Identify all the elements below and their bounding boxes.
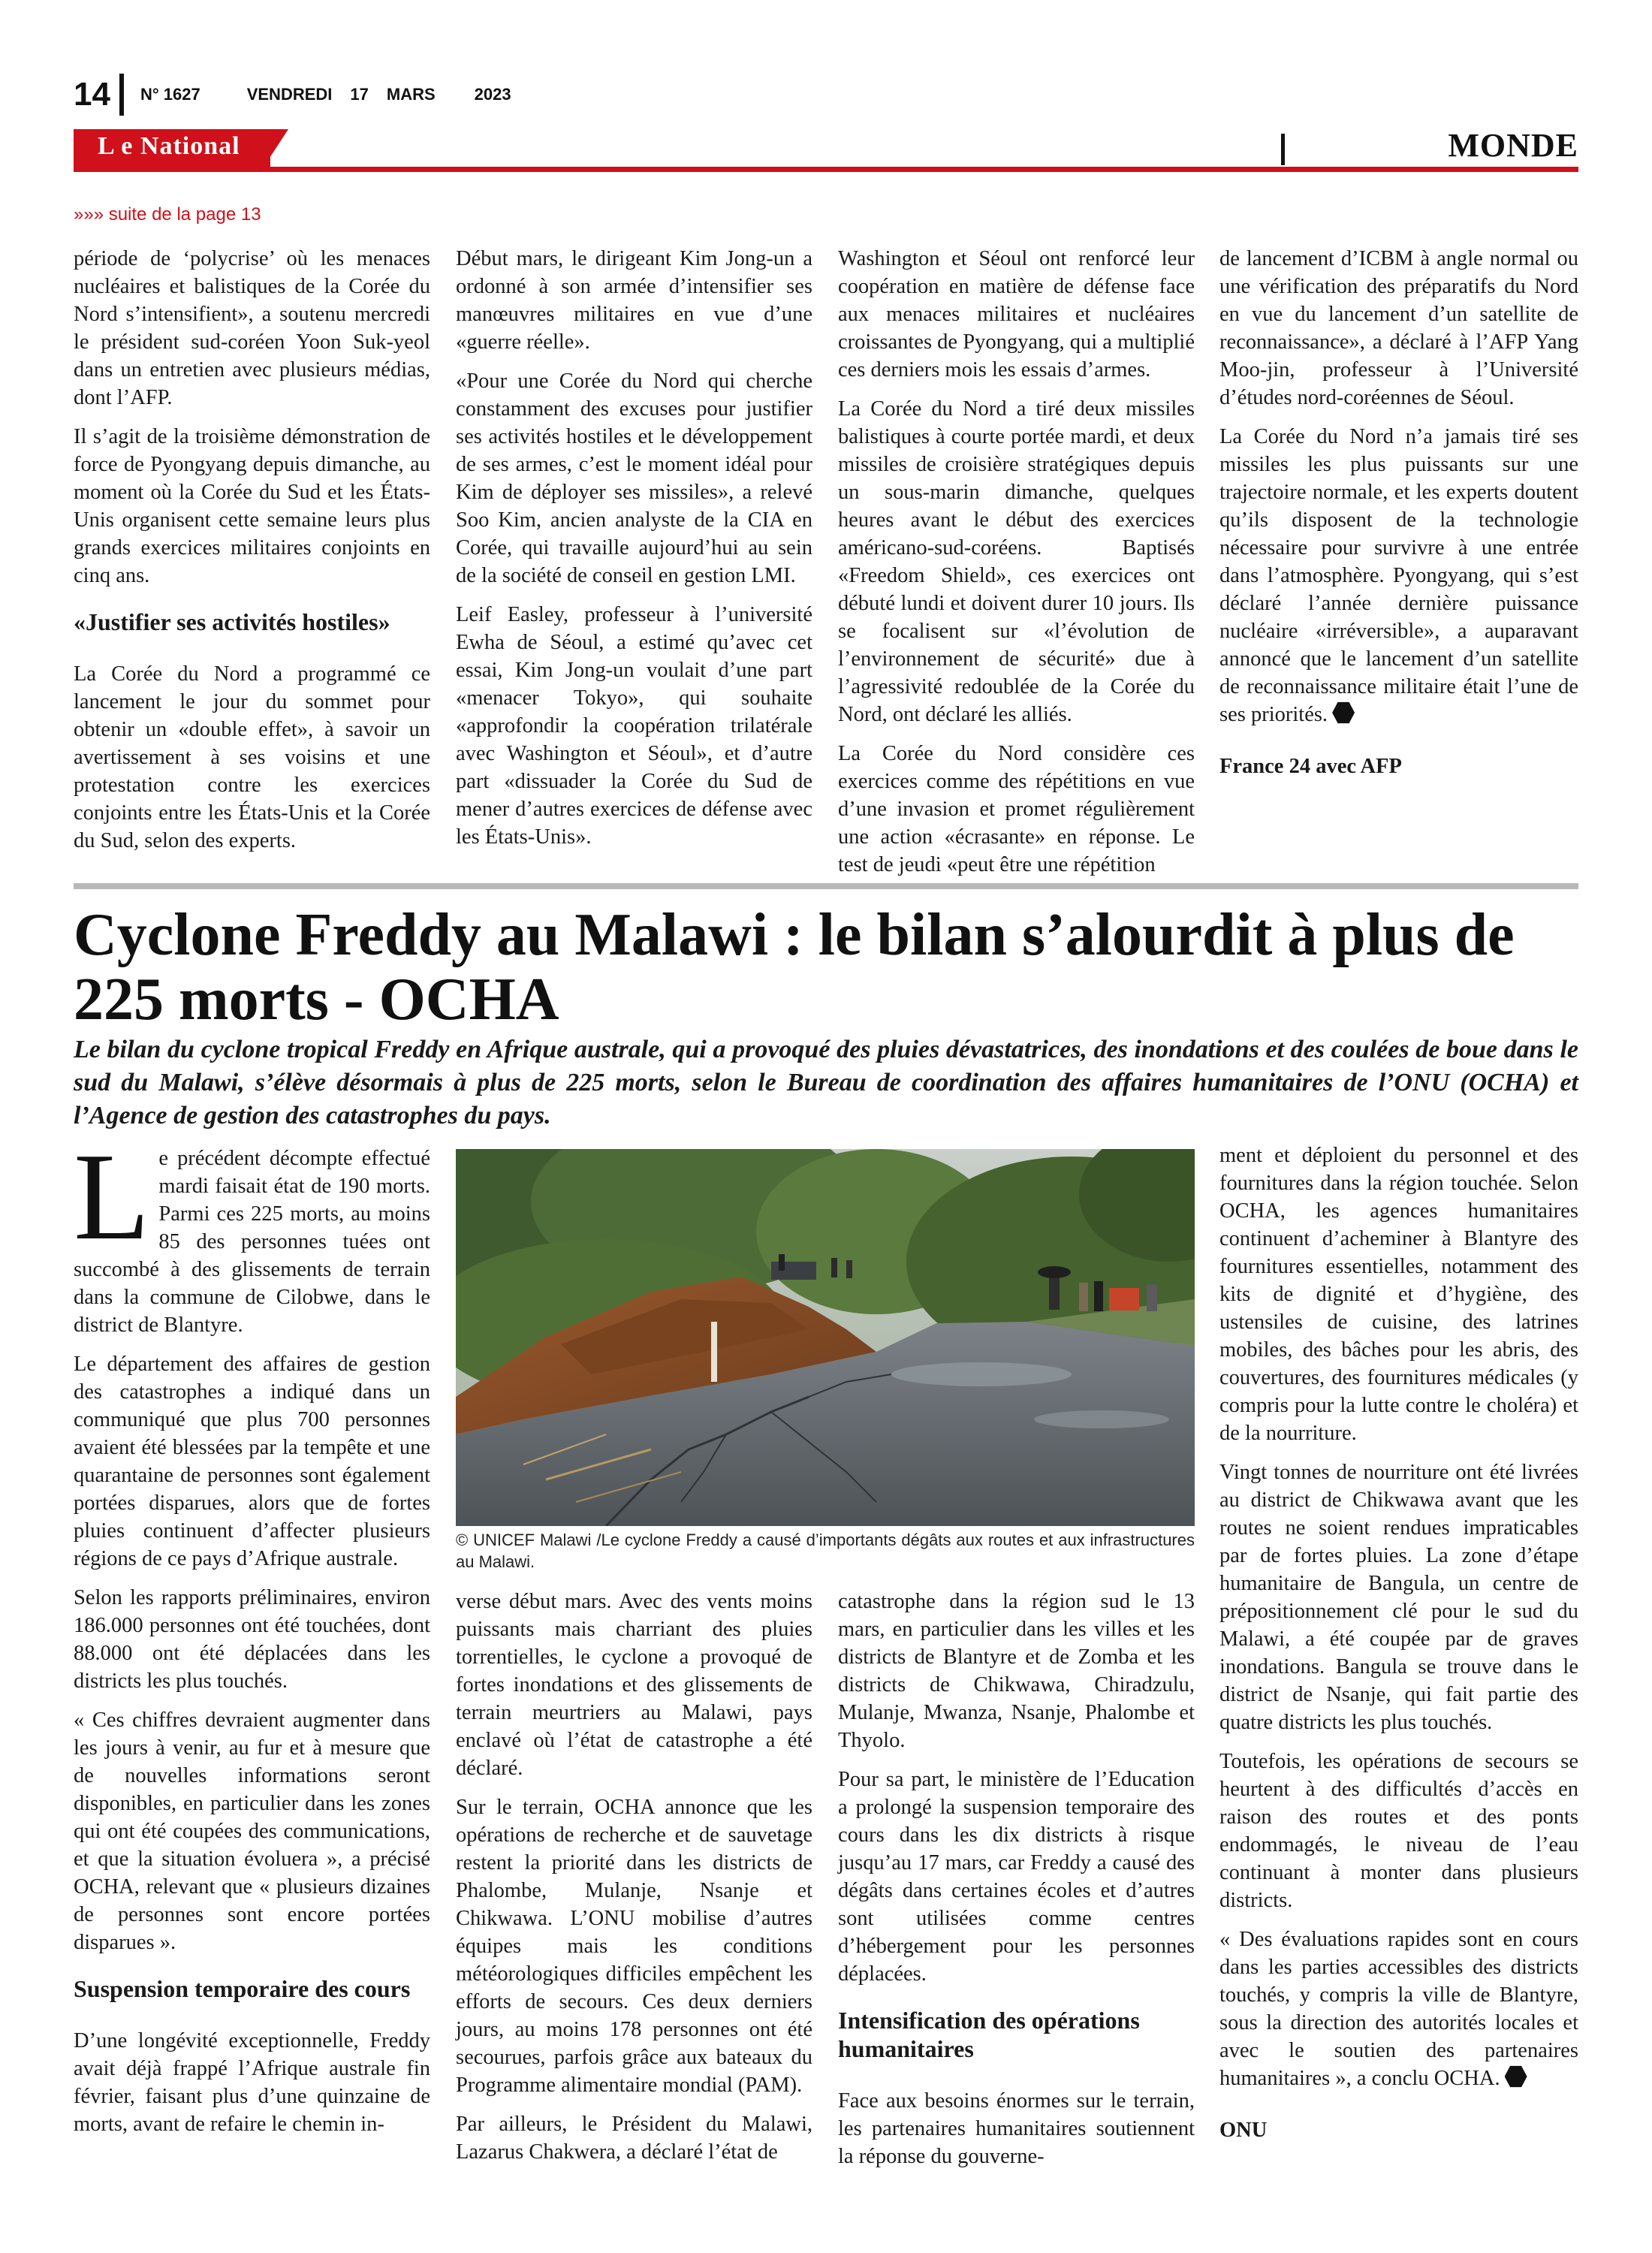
article2-column-4 <box>1219 1142 1578 2155</box>
continued-from-note: »»» suite de la page 13 <box>74 204 261 225</box>
subheading: «Justifier ses activités hostiles» <box>74 608 390 635</box>
paragraph-text: de lancement d’ICBM à angle normal ou une vérification des préparatifs du Nord en vue du lancement d’un satellite de reconnaissance», a déclaré à l’AFP Yang Moo-jin, professeur à l’Université d’études nord-coréennes de Séoul. <box>1219 247 1578 409</box>
paragraph: Pour sa part, le ministère de l’Education a prolongé la suspension temporaire des cours dans les dix districts à risque jusqu’au 17 mars, car Freddy a causé des dégâts dans certaines écoles et d’autres sont utilisées comme centres d’hébergement pour les personnes déplacées. <box>838 1768 1195 1986</box>
section-divider <box>1281 134 1285 165</box>
paragraph: «Pour une Corée du Nord qui cherche constamment des excuses pour justifier ses activités hostiles et le développement de ses armes, c’est le moment idéal pour Kim de déployer ses missiles», a relevé Soo Kim, ancien analyste de la CIA en Corée, qui travaille aujourd’hui au sein de la société de conseil en gestion LMI. <box>456 369 812 587</box>
header-divider <box>119 74 124 116</box>
subheading: Intensification des opérations humanitaires <box>838 2007 1140 2062</box>
paragraph: Le département des affaires de gestion des catastrophes a indiqué dans un communiqué que plus 700 personnes avaient été blessées par la tempête et une quarantaine de personnes sont également portées disparues, alors que de fortes pluies continuent d’affecter plusieurs régions de ce pays d’Afrique australe. <box>74 1353 430 1570</box>
issue-year: 2023 <box>474 85 511 104</box>
end-of-article-icon <box>1505 2065 1527 2088</box>
issue-month: MARS <box>386 85 436 104</box>
paragraph <box>1219 245 1578 412</box>
paragraph: D’une longévité exceptionnelle, Freddy avait déjà frappé l’Afrique australe fin février, faisant plus d’une quinzaine de morts, avant de refaire le chemin in- <box>74 2029 430 2136</box>
article2-column-2 <box>456 1588 812 2177</box>
issue-date: 17 <box>350 85 369 104</box>
article2-column-1 <box>74 1127 430 2149</box>
article1-column-2 <box>456 245 812 862</box>
paragraph: catastrophe dans la région sud le 13 mars, en particulier dans les villes et les districts de Blantyre et de Zomba et les districts de Chikwawa, Chiradzulu, Mulanje, Mwanza, Nsanje, Phalombe et Thyolo. <box>838 1590 1195 1752</box>
issue-day: VENDREDI <box>246 85 333 104</box>
section-title: MONDE <box>1448 127 1578 164</box>
paragraph: Washington et Séoul ont renforcé leur coopération en matière de défense face aux menaces militaires et nucléaires croissantes de Pyongyang, qui a multiplié ces derniers mois les essais d’armes. <box>838 247 1195 382</box>
article-headline: Cyclone Freddy au Malawi : le bilan s’alourdit à plus de 225 morts - OCHA <box>74 902 1515 1033</box>
article-signature: ONU <box>1219 2119 1268 2142</box>
paragraph: La Corée du Nord a programmé ce lancement le jour du sommet pour obtenir un «double effet», à savoir un avertissement à ses voisins et une protestation contre les exercices conjoints entre les États-Unis et la Corée du Sud, selon des experts. <box>74 662 430 852</box>
article2-column-3 <box>838 1588 1195 2182</box>
paragraph <box>1219 1926 1578 2092</box>
paragraph: Leif Easley, professeur à l’université Ewha de Séoul, a estimé qu’avec cet essai, Kim Jong-un voulait d’une part «menacer Tokyo», qui souhaite «approfondir la coopération trilatérale avec Washington et Séoul», et d’autre part «dissuader la Corée du Sud de mener d’autres exercices de défense avec les États-Unis». <box>456 603 812 849</box>
paragraph-text: e précédent décompte effectué mardi faisait état de 190 morts. Parmi ces 225 morts, au moins 85 des personnes tuées ont succombé à des glissements de terrain dans la commune de Cilobwe, dans le district de Blantyre. <box>74 1147 430 1337</box>
paragraph: verse début mars. Avec des vents moins puissants mais charriant des pluies torrentielles, le cyclone a provoqué de fortes inondations et des glissements de terrain meurtriers au Malawi, pays enclavé où l’état de catastrophe a été déclaré. <box>456 1590 812 1780</box>
issue-info <box>140 85 511 104</box>
page-header <box>74 72 511 117</box>
paragraph: période de ‘polycrise’ où les menaces nucléaires et balistiques de la Corée du Nord s’intensifient», a soutenu mercredi le président sud-coréen Yoon Suk-yeol dans un entretien avec plusieurs médias, dont l’AFP. <box>74 247 430 409</box>
paragraph: Par ailleurs, le Président du Malawi, Lazarus Chakwera, a déclaré l’état de <box>456 2113 812 2164</box>
paragraph: ment et déploient du personnel et des fournitures dans la région touchée. Selon OCHA, les agences humanitaires continuent d’acheminer à Blantyre des fournitures essentielles, notamment des kits de dignité et d’hygiène, des ustensiles de cuisine, des latrines mobiles, des bâches pour les abris, des couvertures, des fournitures médicales (y compris pour la lutte contre le choléra) et de la nourriture. <box>1219 1144 1578 1445</box>
article1-column-3 <box>838 245 1195 890</box>
article1-column-4 <box>1219 245 1578 792</box>
paragraph: Selon les rapports préliminaires, environ 186.000 personnes ont été touchées, dont 88.000 ont été déplacées dans les districts les plus touchés. <box>74 1586 430 1693</box>
paragraph <box>74 1127 430 1339</box>
paragraph: Début mars, le dirigeant Kim Jong-un a ordonné à son armée d’intensifier ses manœuvres militaires en vue d’une «guerre réelle». <box>456 247 812 354</box>
article1-column-1 <box>74 245 430 866</box>
end-of-article-icon <box>1332 701 1355 724</box>
brand-band-tail <box>263 129 288 168</box>
paragraph-text: « Des évaluations rapides sont en cours dans les parties accessibles des districts touchés, y compris la ville de Blantyre, sous la direction des autorités locales et avec le soutien des partenaires humanitaires », a conclu OCHA. <box>1219 1928 1578 2090</box>
paragraph: Toutefois, les opérations de secours se heurtent à des difficultés d’accès en raison des routes et des ponts endommagés, le niveau de l’eau continuant à monter dans plusieurs districts. <box>1219 1750 1578 1912</box>
dropcap: L <box>74 1127 150 1265</box>
paragraph: La Corée du Nord a tiré deux missiles balistiques à courte portée mardi, et deux missiles de croisière stratégiques depuis un sous-marin dimanche, quelques heures avant le début des exercices américano-sud-coréens. Baptisés «Freedom Shield», ces exercices ont débuté lundi et doivent durer 10 jours. Ils se focalisent sur «l’évolution de l’environnement de sécurité» due à l’agressivité redoublée de la Corée du Nord, ont déclaré les alliés. <box>838 397 1195 726</box>
page-number: 14 <box>74 76 110 113</box>
paragraph: Vingt tonnes de nourriture ont été livrées au district de Chikwawa avant que les routes ne soient rendues impraticables par de fortes pluies. La zone d’étape humanitaire de Bangula, un centre de prépositionnement clé pour le sud du Malawi, a été coupée par de graves inondations. Bangula se trouve dans le district de Nsanje, qui fait partie des quatre districts les plus touchés. <box>1219 1461 1578 1734</box>
paragraph: Face aux besoins énormes sur le terrain, les partenaires humanitaires soutiennent la réponse du gouverne- <box>838 2089 1195 2168</box>
issue-number: N° 1627 <box>140 85 200 104</box>
article-signature: France 24 avec AFP <box>1219 755 1402 778</box>
subheading: Suspension temporaire des cours <box>74 1975 411 2002</box>
paragraph: Il s’agit de la troisième démonstration de force de Pyongyang depuis dimanche, au moment où la Corée du Sud et les États-Unis organisent cette semaine leurs plus grands exercices militaires conjoints en cinq ans. <box>74 425 430 587</box>
collapsed-road-photo <box>456 1149 1195 1526</box>
photo-caption: © UNICEF Malawi /Le cyclone Freddy a causé d’importants dégâts aux routes et aux infrastructures au Malawi. <box>456 1531 1195 1571</box>
paragraph: La Corée du Nord considère ces exercices comme des répétitions en vue d’une invasion et promet régulièrement une action «écrasante» en réponse. Le test de jeudi «peut être une répétition <box>838 742 1195 876</box>
header-rule <box>74 167 1578 172</box>
article-lead: Le bilan du cyclone tropical Freddy en Afrique australe, qui a provoqué des pluies dévastatrices, des inondations et des coulées de boue dans le sud du Malawi, s’élève désormais à plus de 225 morts, selon le Bureau de coordination des affaires humanitaires de l’ONU (OCHA) et l’Agence de gestion des catastrophes du pays. <box>74 1036 1578 1130</box>
paragraph <box>1219 423 1578 728</box>
brand-logo: L e National <box>98 132 240 160</box>
paragraph-text: La Corée du Nord n’a jamais tiré ses missiles les plus puissants sur une trajectoire normale, et les experts doutent qu’ils disposent de la technologie nécessaire pour survivre à une entrée dans l’atmosphère. Pyongyang, qui s’est déclaré l’année dernière puissance nucléaire «irréversible», a auparavant annoncé que le lancement d’un satellite de reconnaissance militaire était l’une de ses priorités. <box>1219 425 1578 726</box>
paragraph: « Ces chiffres devraient augmenter dans les jours à venir, au fur et à mesure que de nouvelles informations seront disponibles, en particulier dans les zones qui ont été coupées des communications, et que la situation évoluera », a précisé OCHA, relevant que « plusieurs dizaines de personnes sont encore portées disparues ». <box>74 1709 430 1954</box>
article-separator <box>74 883 1578 889</box>
article-photo <box>456 1149 1195 1526</box>
paragraph: Sur le terrain, OCHA annonce que les opérations de recherche et de sauvetage restent la priorité dans les districts de Phalombe, Mulanje, Nsanje et Chikwawa. L’ONU mobilise d’autres équipes mais les conditions météorologiques difficiles empêchent les efforts de secours. Ces deux derniers jours, au moins 178 personnes ont été secourues, parfois grâce aux bateaux du Programme alimentaire mondial (PAM). <box>456 1796 812 2097</box>
